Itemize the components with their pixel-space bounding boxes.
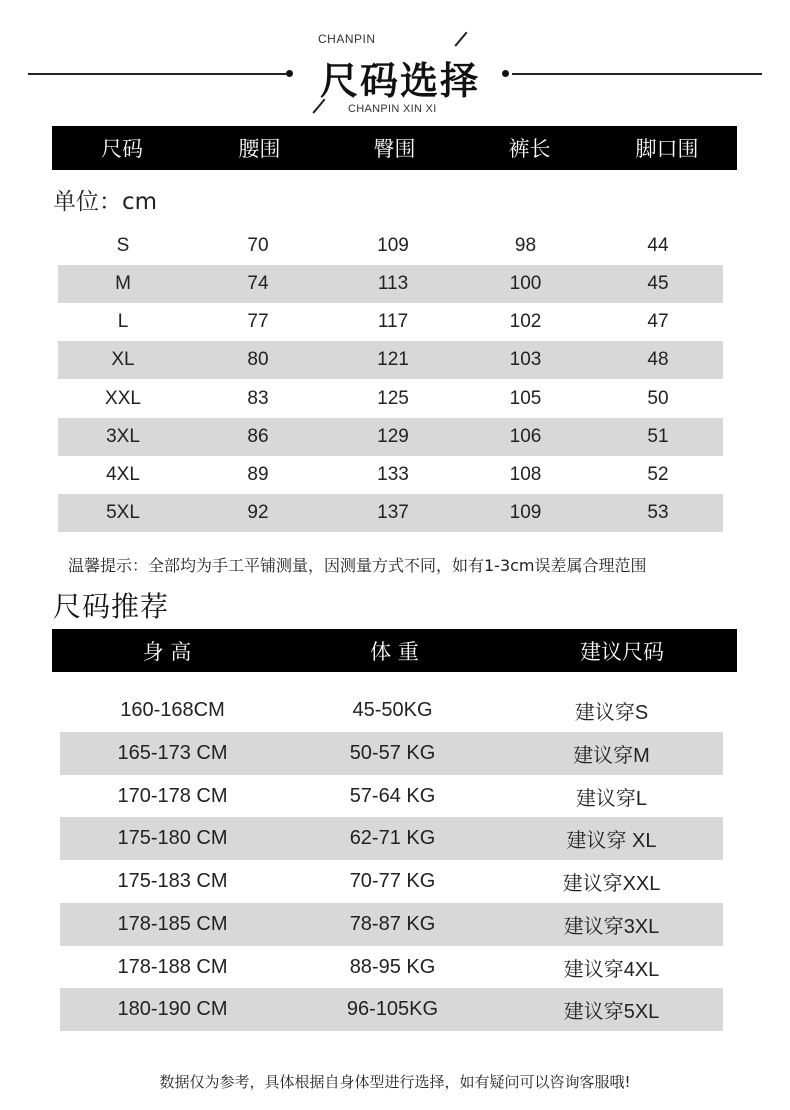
table-row	[58, 494, 723, 532]
table-cell: 133	[377, 464, 409, 485]
table-cell: 137	[377, 502, 409, 523]
table-row	[58, 265, 723, 303]
table-cell: 125	[377, 388, 409, 409]
table-cell: 建议穿L	[575, 788, 648, 810]
measurement-tip: 温馨提示：全部均为手工平铺测量，因测量方式不同，如有1-3cm误差属合理范围	[68, 556, 647, 575]
table-cell: 175-183 CM	[117, 870, 228, 892]
table-row	[60, 946, 723, 989]
table-cell: 70-77 KG	[349, 870, 436, 892]
table-cell: 3XL	[106, 426, 140, 447]
table-cell: L	[117, 311, 129, 332]
table-cell: 74	[247, 273, 269, 294]
table-cell: 129	[377, 426, 409, 447]
column-header-suggested-size: 建议尺码	[580, 639, 664, 664]
table-cell: 102	[509, 311, 542, 332]
table-row	[58, 418, 723, 456]
header-top-label: CHANPIN	[318, 32, 376, 46]
page-title: 尺码选择	[319, 59, 480, 103]
column-header-waist: 腰围	[238, 137, 281, 161]
table-cell: 108	[509, 464, 542, 485]
table-cell: 98	[514, 235, 537, 256]
table-cell: 178-185 CM	[117, 913, 228, 935]
table-row	[60, 860, 723, 903]
table-cell: 89	[247, 464, 269, 485]
table-row	[60, 903, 723, 946]
table-cell: 62-71 KG	[349, 827, 436, 849]
table-cell: 180-190 CM	[117, 998, 228, 1020]
table-cell: 建议穿3XL	[563, 916, 660, 938]
column-header-height: 身 高	[142, 639, 192, 664]
table-cell: 45-50KG	[352, 699, 433, 721]
table-cell: S	[116, 235, 130, 256]
footer-note: 数据仅为参考，具体根据自身体型进行选择，如有疑问可以咨询客服哦!	[159, 1073, 631, 1091]
table-cell: 48	[647, 349, 669, 370]
unit-label: 单位：cm	[53, 189, 158, 215]
table-cell: 建议穿4XL	[563, 959, 660, 981]
table-cell: 80	[247, 349, 269, 370]
column-header-length: 裤长	[508, 137, 551, 161]
table-cell: 78-87 KG	[349, 913, 436, 935]
table-cell: 86	[247, 426, 269, 447]
table-cell: 53	[647, 502, 669, 523]
header-bottom-label: CHANPIN XIN XI	[348, 103, 437, 115]
table-cell: 175-180 CM	[117, 827, 228, 849]
table-cell: 178-188 CM	[117, 956, 228, 978]
table-row	[58, 303, 723, 341]
table-cell: 170-178 CM	[117, 785, 228, 807]
table-cell: 50-57 KG	[349, 742, 436, 764]
table-cell: 70	[247, 235, 269, 256]
table-cell: 52	[647, 464, 669, 485]
table-cell: 103	[509, 349, 542, 370]
header-dot-right	[502, 70, 509, 77]
table-cell: 100	[509, 273, 542, 294]
table-cell: 92	[247, 502, 269, 523]
header-slash-top	[454, 32, 467, 47]
table-cell: 51	[647, 426, 669, 447]
table-cell: XL	[111, 349, 135, 370]
table-row	[58, 227, 723, 265]
table-cell: XXL	[105, 388, 141, 409]
column-header-size: 尺码	[101, 137, 143, 161]
table-cell: 165-173 CM	[117, 742, 228, 764]
table-row	[58, 456, 723, 494]
table-cell: 建议穿S	[574, 702, 649, 724]
table-cell: 4XL	[106, 464, 140, 485]
table-cell: 5XL	[106, 502, 140, 523]
column-header-weight: 体 重	[370, 639, 419, 664]
table-row	[60, 817, 723, 860]
table-cell: 建议穿M	[573, 745, 650, 767]
table-cell: 建议穿 XL	[566, 830, 657, 852]
table-cell: 45	[647, 273, 669, 294]
table-cell: 建议穿5XL	[563, 1001, 660, 1023]
header-dot-left	[286, 70, 293, 77]
table-cell: 50	[647, 388, 669, 409]
table-cell: 105	[509, 388, 542, 409]
table-cell: 44	[647, 235, 669, 256]
table-row	[58, 341, 723, 379]
table-cell: 117	[377, 311, 409, 332]
table-row	[60, 775, 723, 818]
table-cell: 47	[647, 311, 669, 332]
table-cell: 77	[247, 311, 269, 332]
recommend-table-header	[52, 629, 737, 672]
table-cell: 96-105KG	[346, 998, 439, 1020]
table-cell: M	[115, 273, 131, 294]
header-divider-right	[512, 73, 762, 75]
table-cell: 121	[377, 349, 409, 370]
column-header-hip: 臀围	[373, 137, 416, 161]
table-row	[60, 988, 723, 1031]
table-cell: 109	[377, 235, 409, 256]
table-row	[60, 732, 723, 775]
table-row	[60, 689, 723, 732]
table-cell: 160-168CM	[120, 699, 225, 721]
table-row	[58, 380, 723, 418]
table-cell: 88-95 KG	[349, 956, 436, 978]
recommend-title: 尺码推荐	[53, 590, 170, 623]
table-cell: 109	[509, 502, 542, 523]
table-cell: 57-64 KG	[349, 785, 436, 807]
table-cell: 建议穿XXL	[562, 873, 661, 895]
table-cell: 106	[509, 426, 542, 447]
column-header-hem: 脚口围	[635, 137, 699, 161]
table-cell: 113	[377, 273, 409, 294]
table-cell: 83	[247, 388, 269, 409]
header-divider-left	[28, 73, 286, 75]
size-table-header	[52, 126, 737, 170]
